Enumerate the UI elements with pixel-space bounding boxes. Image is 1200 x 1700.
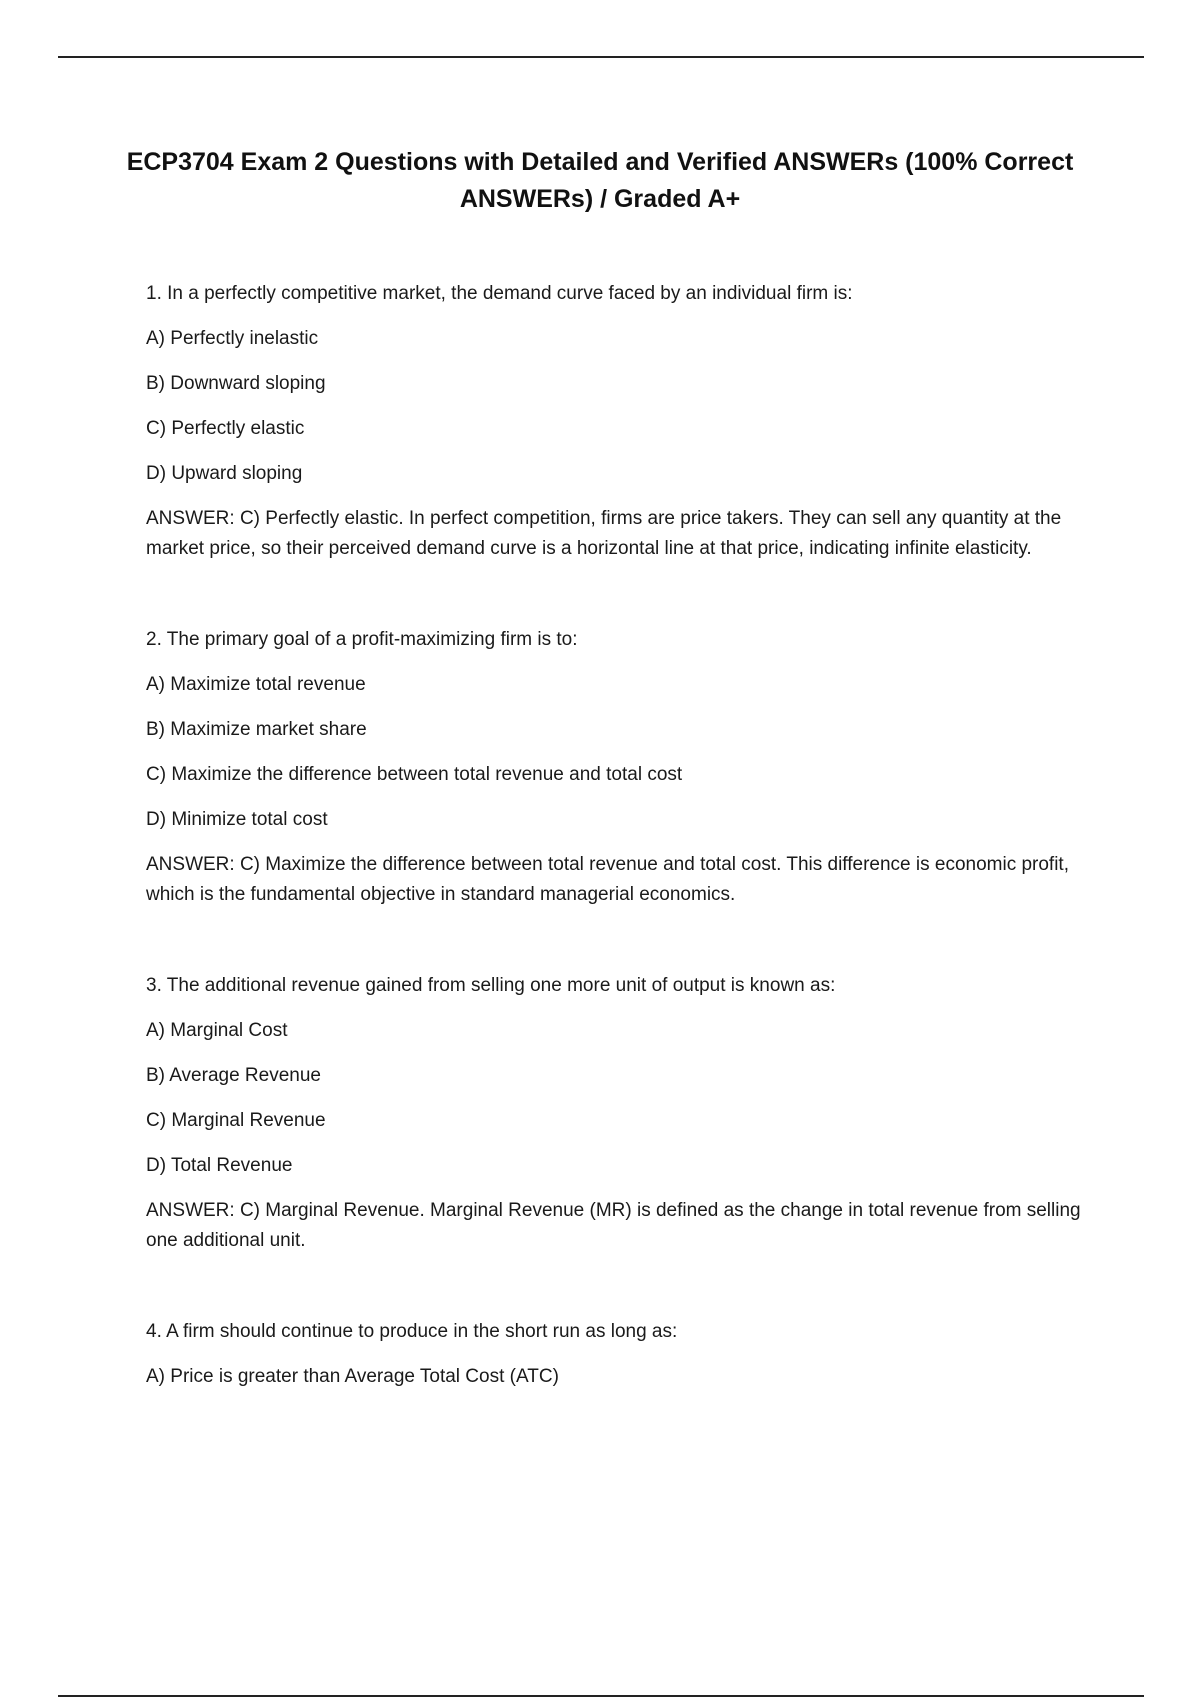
question-prompt: 3. The additional revenue gained from selling one more unit of output is known as: — [146, 975, 836, 996]
question-prompt: 1. In a perfectly competitive market, the demand curve faced by an individual firm is: — [146, 283, 853, 304]
answer-option: D) Total Revenue — [146, 1155, 293, 1176]
question-list — [146, 279, 1086, 1453]
answer-option: B) Maximize market share — [146, 719, 367, 740]
document-title: ECP3704 Exam 2 Questions with Detailed and Verified ANSWERs (100% Correct ANSWERs) / Graded A+ — [126, 148, 1074, 213]
answer-option: A) Perfectly inelastic — [146, 328, 319, 349]
answer-option: B) Average Revenue — [146, 1065, 321, 1086]
question-prompt: 4. A firm should continue to produce in the short run as long as: — [146, 1321, 678, 1342]
answer-option: C) Maximize the difference between total revenue and total cost — [146, 764, 683, 785]
answer-option: D) Minimize total cost — [146, 809, 328, 830]
question-block — [146, 971, 1086, 1255]
answer-option: A) Price is greater than Average Total Cost (ATC) — [146, 1366, 559, 1387]
answer-option: B) Downward sloping — [146, 373, 326, 394]
answer-option: A) Marginal Cost — [146, 1020, 288, 1041]
answer-option: D) Upward sloping — [146, 463, 303, 484]
answer-option: A) Maximize total revenue — [146, 674, 366, 695]
question-block — [146, 625, 1086, 909]
bottom-rule — [58, 1695, 1144, 1697]
question-block — [146, 1317, 1086, 1391]
question-block — [146, 279, 1086, 563]
answer-explanation: ANSWER: C) Marginal Revenue. Marginal Revenue (MR) is defined as the change in total revenue from selling one additional unit. — [146, 1200, 1081, 1251]
answer-explanation: ANSWER: C) Perfectly elastic. In perfect competition, firms are price takers. They can sell any quantity at the market price, so their perceived demand curve is a horizontal line at that price, indicating infinite elasticity. — [146, 508, 1062, 559]
answer-option: C) Perfectly elastic — [146, 418, 305, 439]
top-rule — [58, 56, 1144, 58]
question-prompt: 2. The primary goal of a profit-maximizing firm is to: — [146, 629, 578, 650]
answer-explanation: ANSWER: C) Maximize the difference between total revenue and total cost. This difference is economic profit, which is the fundamental objective in standard managerial economics. — [146, 854, 1069, 905]
answer-option: C) Marginal Revenue — [146, 1110, 326, 1131]
